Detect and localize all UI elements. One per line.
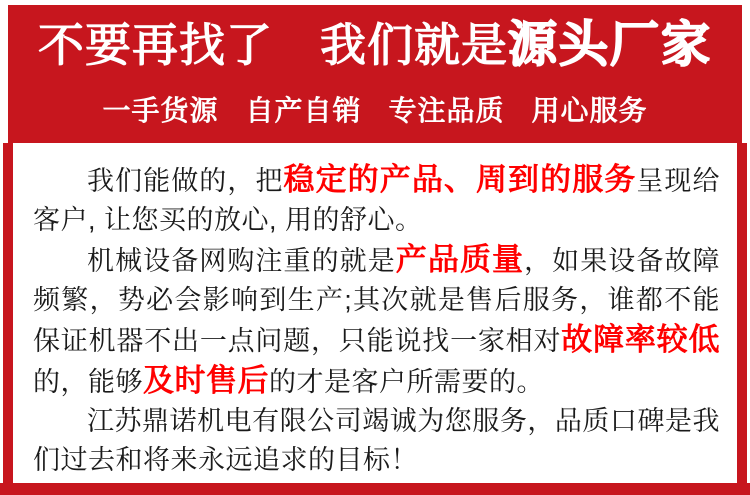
header-block bbox=[8, 5, 742, 143]
tagline-self-produced-sold: 自产自销 bbox=[245, 94, 362, 126]
highlighted-phrase: 及时售后 bbox=[143, 363, 269, 398]
body-text: 我们能做的，把 bbox=[87, 166, 284, 196]
body-text: 江苏鼎诺机电有限公司竭诚为您服务，品质口碑是我们过去和将来永远追求的目标！ bbox=[33, 406, 720, 475]
banner-title bbox=[38, 19, 712, 73]
highlighted-phrase: 故障率较低 bbox=[561, 322, 721, 357]
paragraph bbox=[33, 240, 720, 402]
title-main-text: 不要再找了 我们就是 bbox=[37, 19, 508, 72]
body-text: 机械设备网购注重的就是 bbox=[87, 246, 396, 276]
body-paragraphs bbox=[3, 143, 747, 483]
bottom-red-bar bbox=[0, 483, 750, 495]
taglines-row bbox=[102, 89, 647, 129]
tagline-quality-focus: 专注品质 bbox=[388, 94, 505, 126]
body-text: 的才是客户所需要的。 bbox=[269, 367, 544, 397]
body-text: 的，能够 bbox=[33, 367, 143, 397]
body-text: ，如果设备故障频繁，势必会影响到生产;其次就是售后服务，谁都不能保证机器不出一点问题，只能说找一家相对 bbox=[33, 246, 721, 356]
highlighted-phrase: 稳定的产品、周到的服务 bbox=[283, 162, 637, 197]
highlighted-phrase: 产品质量 bbox=[395, 242, 525, 277]
tagline-first-hand-supply: 一手货源 bbox=[102, 94, 219, 126]
body-text: 呈现给客户, 让您买的放心, 用的舒心。 bbox=[33, 166, 721, 235]
paragraph bbox=[33, 402, 720, 480]
title-emphasis-text: 源头厂家 bbox=[507, 18, 712, 73]
tagline-attentive-service: 用心服务 bbox=[531, 94, 648, 126]
paragraph bbox=[33, 160, 720, 240]
